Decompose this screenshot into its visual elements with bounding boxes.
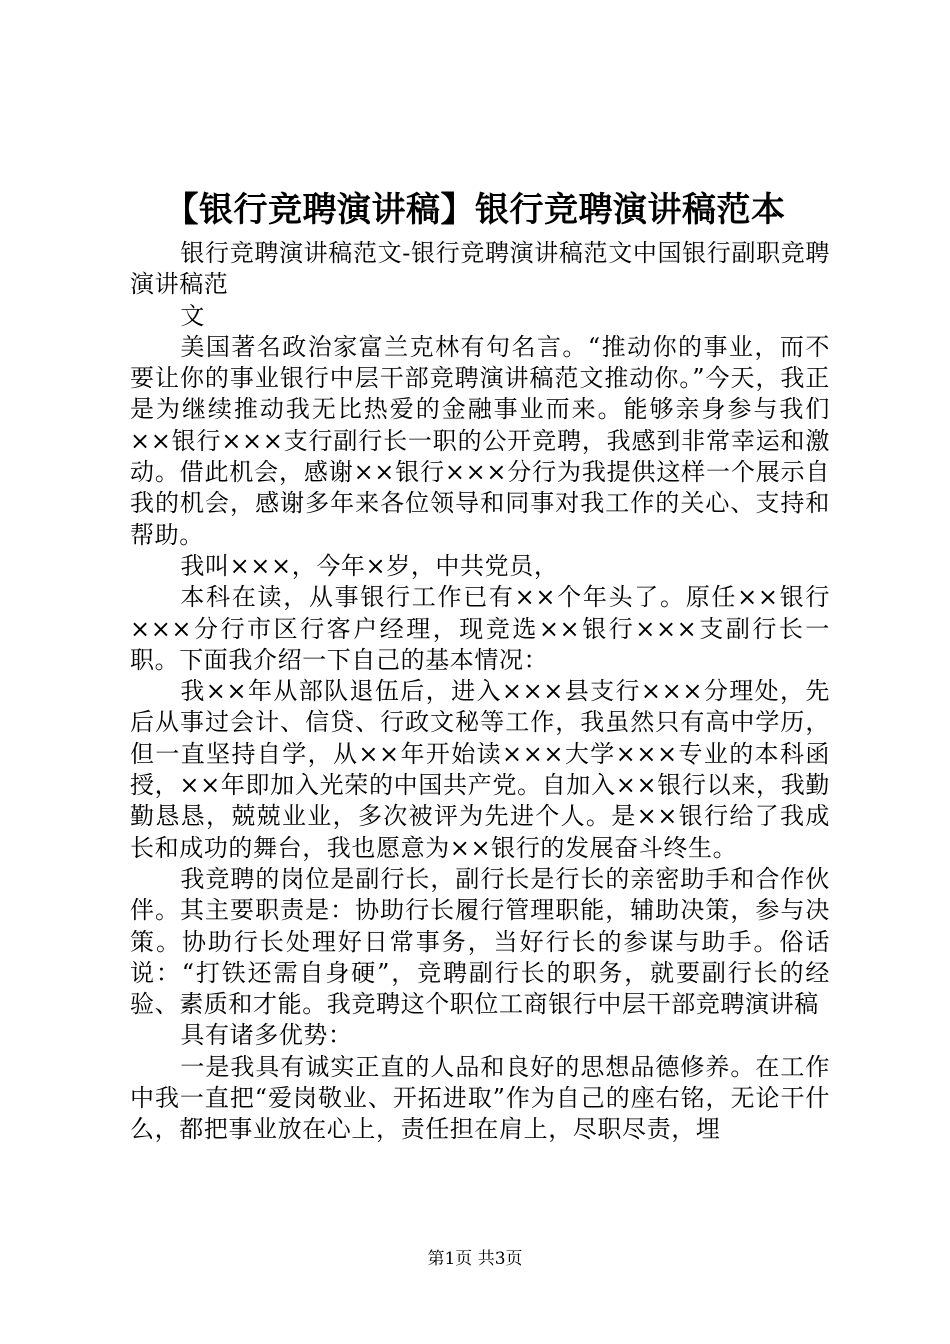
paragraph-self-intro: 我叫×××，今年×岁，中共党员， [180,551,559,580]
paragraph-education: 本科在读，从事银行工作已有××个年头了。原任××银行×××分行市区行客户经理，现竞选××银行×××支副行长一职。下面我介绍一下自己的基本情况： [130,583,830,674]
paragraph-intro: 银行竞聘演讲稿范文-银行竞聘演讲稿范文中国银行副职竞聘演讲稿范 [130,239,830,299]
paragraph-experience: 我××年从部队退伍后，进入×××县支行×××分理处，先后从事过会计、信贷、行政文秘等工作，我虽然只有高中学历，但一直坚持自学，从××年开始读×××大学×××专业的本科函授，××年即加入光荣的中国共产党。自加入××银行以来，我勤勤恳恳，兢兢业业，多次被评为先进个人。是××银行给了我成长和成功的舞台，我也愿意为××银行的发展奋斗终生。 [130,677,830,862]
document-title: 【银行竞聘演讲稿】银行竞聘演讲稿范本 [164,190,786,230]
paragraph-intro-continued: 文 [180,301,205,330]
paragraph-advantages: 具有诸多优势： [180,1021,353,1050]
document-body [130,238,830,1146]
paragraph-quote: 美国著名政治家富兰克林有句名言。“推动你的事业，而不要让你的事业银行中层干部竞聘演讲稿范文推动你。”今天，我正是为继续推动我无比热爱的金融事业而来。能够亲身参与我们××银行×××支行副行长一职的公开竞聘，我感到非常幸运和激动。借此机会，感谢××银行×××分行为我提供这样一个展示自我的机会，感谢多年来各位领导和同事对我工作的关心、支持和帮助。 [130,332,830,549]
paragraph-position: 我竞聘的岗位是副行长，副行长是行长的亲密助手和合作伙伴。其主要职责是：协助行长履行管理职能，辅助决策，参与决策。协助行长处理好日常事务，当好行长的参谋与助手。俗话说：“打铁还需自身硬”，竞聘副行长的职务，就要副行长的经验、素质和才能。我竞聘这个职位工商银行中层干部竞聘演讲稿 [130,864,830,1019]
paragraph-first-advantage: 一是我具有诚实正直的人品和良好的思想品德修养。在工作中我一直把“爱岗敬业、开拓进取”作为自己的座右铭，无论干什么，都把事业放在心上，责任担在肩上，尽职尽责，埋 [130,1052,830,1144]
page-footer: 第1页 共3页 [427,1249,523,1269]
